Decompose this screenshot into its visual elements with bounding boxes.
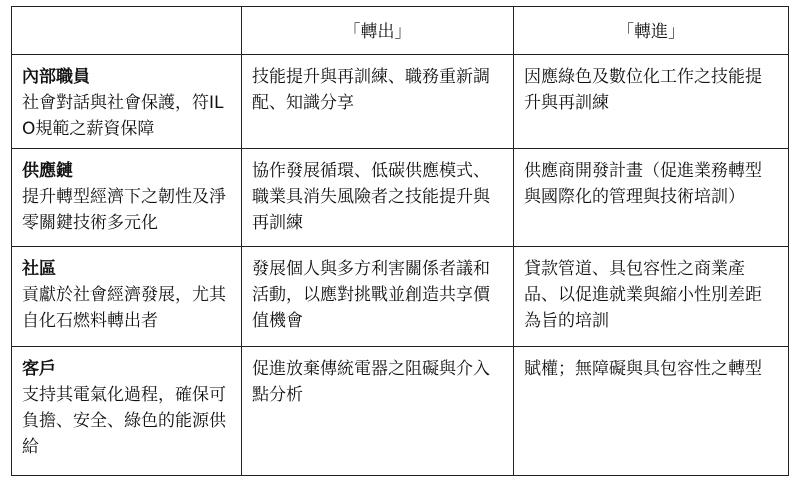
stakeholder-title: 社區 [22,259,56,279]
transition-in-text: 因應綠色及數位化工作之技能提升與再訓練 [524,67,762,113]
transition-out-cell [242,347,514,476]
stakeholder-title: 客戶 [22,359,56,379]
stakeholder-cell [12,247,242,347]
transition-in-text: 賦權；無障礙與具包容性之轉型 [524,359,762,379]
transition-table [11,6,789,476]
stakeholder-cell [12,55,242,149]
stakeholder-desc: 支持其電氣化過程，確保可負擔、安全、綠色的能源供給 [22,385,226,457]
header-empty-cell [12,7,242,55]
transition-out-cell [242,55,514,149]
transition-out-text: 促進放棄傳統電器之阻礙與介入點分析 [252,359,490,405]
table-row [12,347,789,476]
transition-out-text: 發展個人與多方利害關係者議和活動，以應對挑戰並創造共享價值機會 [252,259,490,331]
transition-in-cell [514,347,789,476]
table-row [12,247,789,347]
transition-out-text: 技能提升與再訓練、職務重新調配、知識分享 [252,67,490,113]
transition-in-cell [514,247,789,347]
stakeholder-desc: 提升轉型經濟下之韌性及淨零關鍵技術多元化 [22,187,226,233]
transition-in-cell [514,149,789,247]
table-row [12,149,789,247]
header-transition-in: 「轉進」 [514,7,789,55]
transition-in-cell [514,55,789,149]
stakeholder-cell [12,149,242,247]
stakeholder-title: 供應鏈 [22,161,73,181]
stakeholder-desc: 貢獻於社會經濟發展，尤其自化石燃料轉出者 [22,285,226,331]
transition-out-text: 協作發展循環、低碳供應模式、職業具消失風險者之技能提升與再訓練 [252,161,490,233]
transition-out-cell [242,247,514,347]
table-container [11,6,789,476]
stakeholder-title: 內部職員 [22,67,90,87]
stakeholder-cell [12,347,242,476]
transition-out-cell [242,149,514,247]
transition-in-text: 供應商開發計畫（促進業務轉型與國際化的管理與技術培訓） [524,161,762,207]
header-transition-out: 「轉出」 [242,7,514,55]
stakeholder-desc: 社會對話與社會保護，符ILO規範之薪資保障 [22,93,224,139]
transition-in-text: 貸款管道、具包容性之商業產品、以促進就業與縮小性別差距為旨的培訓 [524,259,762,331]
table-row [12,55,789,149]
header-row [12,7,789,55]
